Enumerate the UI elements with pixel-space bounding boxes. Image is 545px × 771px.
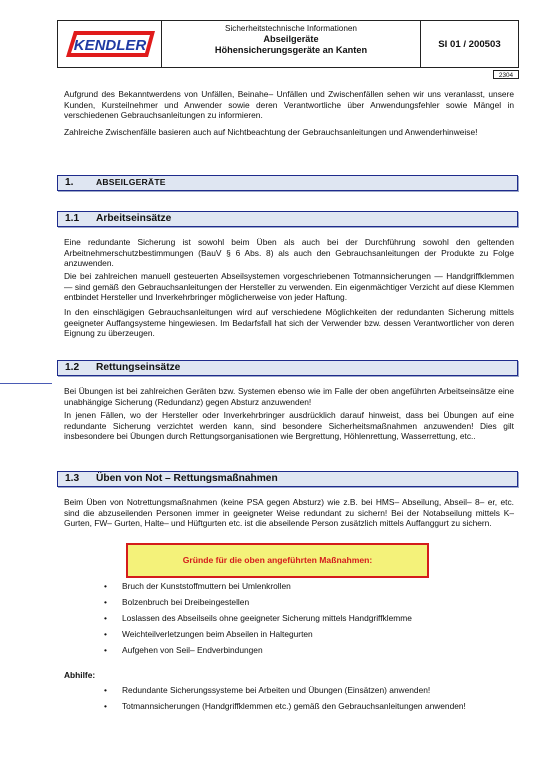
section-1-1-paragraph-3: In den einschlägigen Gebrauchsanleitungen wird auf verschiedene Möglichkeiten der redundanten Sicherung mittels geeigneter Auffangsysteme hingewiesen. Im Bedarfsfall hat sich der Verwender bzw. dessen Verantwortlicher von deren Eignung zu überzeugen. bbox=[64, 307, 514, 339]
list-item bbox=[98, 684, 466, 700]
section-number: 1.2 bbox=[65, 362, 80, 373]
list-item bbox=[98, 700, 466, 716]
bullet-icon: • bbox=[104, 597, 107, 607]
list-item bbox=[98, 580, 412, 596]
bullet-icon: • bbox=[104, 613, 107, 623]
list-item bbox=[98, 628, 412, 644]
bullet-icon: • bbox=[104, 685, 107, 695]
list-item-text: Bruch der Kunststoffmuttern bei Umlenkrollen bbox=[122, 581, 291, 591]
margin-line bbox=[0, 383, 52, 384]
section-title: Rettungseinsätze bbox=[96, 362, 181, 373]
logo-cell bbox=[58, 21, 162, 67]
section-number: 1. bbox=[65, 177, 74, 188]
section-1-2-paragraph-2: In jenen Fällen, wo der Hersteller oder Inverkehrbringer ausdrücklich darauf hinweist, dass bei Übungen auf eine redundante Sicherung verzichtet werden kann, sind besondere Sicherheitsmaßnahmen anzuwenden! Dies gilt insbesondere bei Übungen durch Rettungsorganisationen wie Bergrettung, Höhlenrettung, Wasserrettung, etc.. bbox=[64, 410, 514, 442]
list-item-text: Redundante Sicherungssysteme bei Arbeiten und Übungen (Einsätzen) anwenden! bbox=[122, 685, 431, 695]
bullet-icon: • bbox=[104, 581, 107, 591]
list-item bbox=[98, 596, 412, 612]
header-line-3: Höhensicherungsgeräte an Kanten bbox=[214, 45, 368, 55]
section-1-2-paragraph-1: Bei Übungen ist bei zahlreichen Geräten bzw. Systemen ebenso wie im Falle der oben angeführten Arbeitseinsätze eine unabhängige Sicherung (Redundanz) gegen Absturz anzuwenden! bbox=[64, 386, 514, 407]
section-title: Arbeitseinsätze bbox=[96, 213, 172, 224]
list-item-text: Bolzenbruch bei Dreibeingestellen bbox=[122, 597, 250, 607]
intro-paragraph-1: Aufgrund des Bekanntwerdens von Unfällen, Beinahe– Unfällen und Zwischenfällen sehen wir uns veranlasst, unsere Kunden, Kursteilnehmer und Anwender sowie deren Verantwortliche über Anwendungsfehler sowie Mängel in verschiedenen Gebrauchsanleitungen zu informieren. bbox=[64, 89, 514, 121]
section-heading-1-1 bbox=[57, 211, 518, 227]
remedy-label: Abhilfe: bbox=[64, 670, 96, 680]
section-1-3-paragraph-1: Beim Üben von Notrettungsmaßnahmen (keine PSA gegen Absturz) wie z.B. bei HMS– Abseilung, Abseil– 8– er, etc. sind die abzuseilenden Personen immer in geeigneter Weise redundant zu sichern! Bei der Notabseilung mittels K– Gurten, FW– Gurten, Halte– und Hüftgurten etc. ist die abseilende Person zusätzlich mittels Auffanggurt zu sichern. bbox=[64, 497, 514, 529]
list-item-text: Loslassen des Abseilseils ohne geeigneter Sicherung mittels Handgriffklemme bbox=[122, 613, 412, 623]
header-line-2: Abseilgeräte bbox=[263, 34, 319, 44]
intro-paragraph-2: Zahlreiche Zwischenfälle basieren auch auf Nichtbeachtung der Gebrauchsanleitungen und Anwenderhinweise! bbox=[64, 127, 478, 137]
section-title: ABSEILGERÄTE bbox=[96, 177, 166, 187]
list-item bbox=[98, 612, 412, 628]
list-item-text: Aufgehen von Seil– Endverbindungen bbox=[122, 645, 263, 655]
section-1-1-paragraph-2: Die bei zahlreichen manuell gesteuerten Abseilsystemen vorgeschriebenen Totmannsicherungen — Handgriffklemmen — sind gemäß den Gebrauchsanleitungen der Hersteller zu verwenden. Ein eigenmächtiger Verzicht auf diese Klemmen entbindet Hersteller und Inverkehrbringer möglicherweise von jeder Haftung. bbox=[64, 271, 514, 303]
bullet-icon: • bbox=[104, 701, 107, 711]
reasons-list bbox=[98, 580, 412, 660]
section-heading-1-3 bbox=[57, 471, 518, 487]
section-number: 1.1 bbox=[65, 213, 80, 224]
header-title-cell bbox=[162, 21, 421, 67]
section-number: 1.3 bbox=[65, 473, 80, 484]
kendler-logo bbox=[64, 30, 156, 58]
header-line-1: Sicherheitstechnische Informationen bbox=[225, 24, 357, 33]
revision-box: 2304 bbox=[493, 70, 519, 79]
bullet-icon: • bbox=[104, 645, 107, 655]
reasons-callout: Gründe für die oben angeführten Maßnahmen: bbox=[126, 543, 429, 578]
section-1-1-paragraph-1: Eine redundante Sicherung ist sowohl beim Üben als auch bei der Durchführung sowohl den geltenden Arbeitnehmerschutzbestimmungen (BauV § 6 Abs. 8) als auch den Gebrauchsanleitungen der Produkte zu Folge anzuwenden. bbox=[64, 237, 514, 269]
list-item bbox=[98, 644, 412, 660]
document-id: SI 01 / 200503 bbox=[438, 38, 501, 50]
document-header bbox=[57, 20, 519, 68]
list-item-text: Weichteilverletzungen beim Abseilen in Haltegurten bbox=[122, 629, 313, 639]
section-heading-1 bbox=[57, 175, 518, 191]
bullet-icon: • bbox=[104, 629, 107, 639]
list-item-text: Totmannsicherungen (Handgriffklemmen etc.) gemäß den Gebrauchsanleitungen anwenden! bbox=[122, 701, 466, 711]
section-heading-1-2 bbox=[57, 360, 518, 376]
logo-text: KENDLER bbox=[73, 37, 147, 54]
remedy-list bbox=[98, 684, 466, 716]
section-title: Üben von Not – Rettungsmaßnahmen bbox=[96, 473, 278, 484]
